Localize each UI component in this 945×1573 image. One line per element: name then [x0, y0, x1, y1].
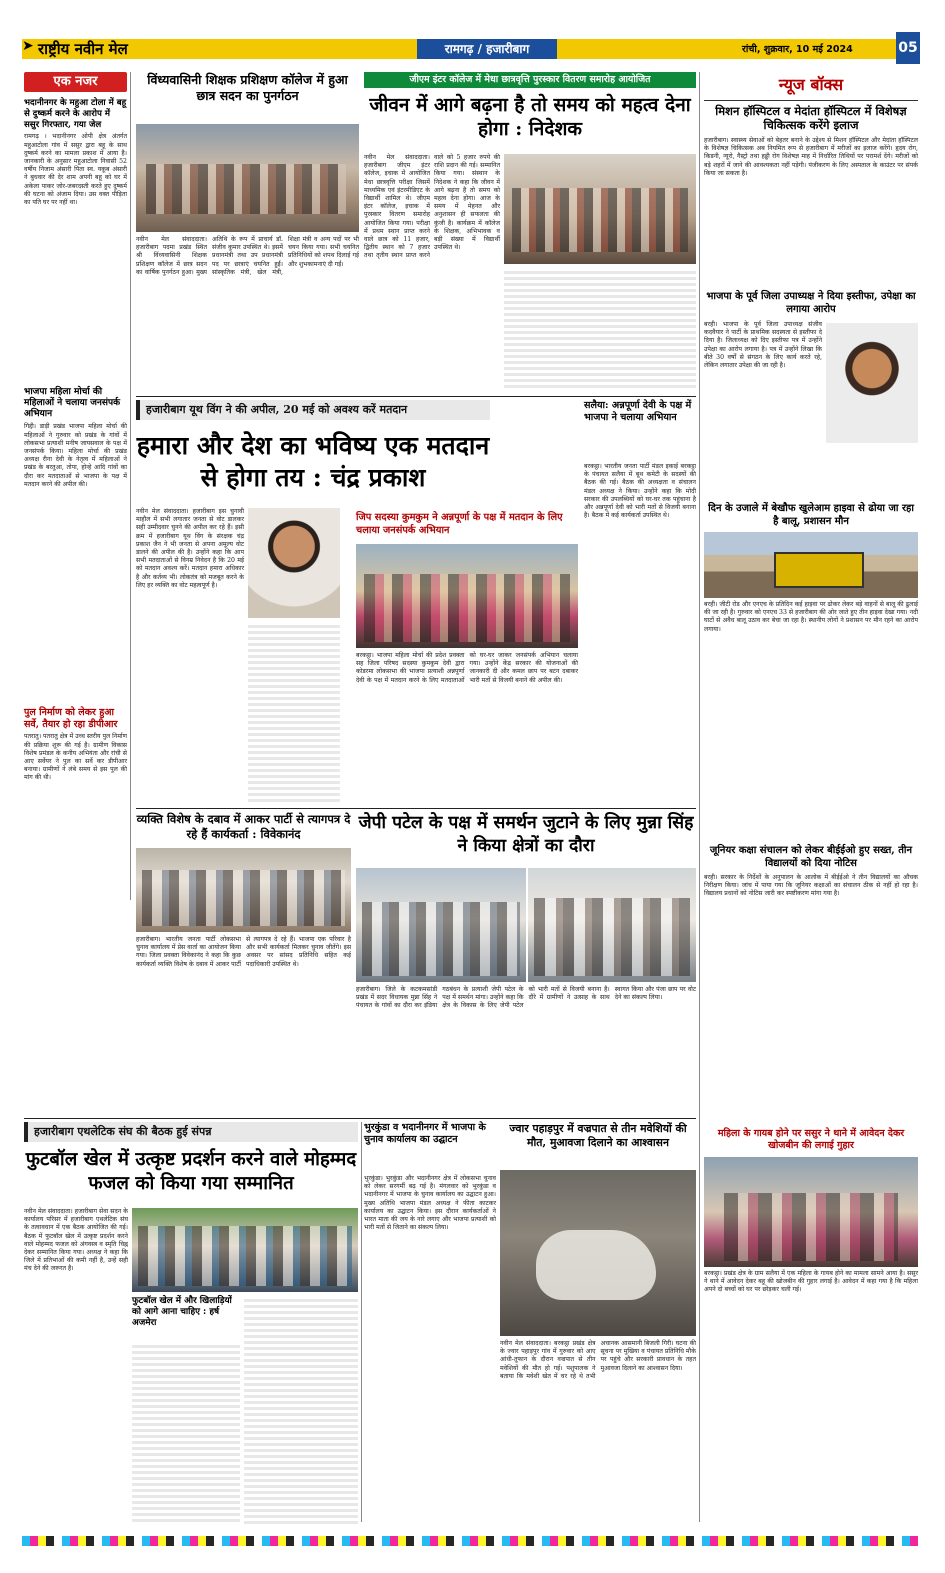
youth-wing-body-cont	[248, 622, 340, 802]
ek-nazar-column	[24, 72, 127, 902]
vivek-body: हजारीबाग। भारतीय जनता पार्टी लोकसभा चुनाव कार्यालय में प्रेस वार्ता का आयोजन किया गया। जिला प्रवक्ता विवेकानंद ने कहा कि कुछ कार्यकर्ता व्यक्ति विशेष के दबाव में आकर पार्टी से त्यागपत्र दे रहे हैं। भाजपा एक परिवार है और सभी कार्यकर्ता मिलकर चुनाव जीतेंगे। इस अवसर पर सांसद प्रतिनिधि सहित कई पदाधिकारी उपस्थित थे।	[136, 936, 353, 968]
jp-patel-body: हजारीबाग। जिले के कटकमसांडी प्रखंड में सदर विधायक मुन्ना सिंह ने पंचायत के गांवों का दौरा कर इंडिया गठबंधन के प्रत्याशी जेपी पटेल के पक्ष में समर्थन मांगा। उन्होंने कहा कि क्षेत्र के विकास के लिए जेपी पटेल को भारी मतों से विजयी बनाना है। दौरे में ग्रामीणों ने उत्साह के साथ स्वागत किया और पंजा छाप पर वोट देने का संकल्प लिया।	[356, 986, 698, 1010]
vajrapat-story	[500, 1122, 696, 1526]
footer-color-bar	[22, 1536, 918, 1546]
news-s1-body: हजारीबाग। स्वास्थ्य सेवाओं को बेहतर बनाने के उद्देश्य से मिशन हॉस्पिटल और मेदांता हॉस्पिटल के विशेषज्ञ चिकित्सक अब नियमित रूप से हजारीबाग में मरीजों का इलाज करेंगे। हृदय रोग, किडनी, न्यूरो, गैस्ट्रो तथा हड्डी रोग विशेषज्ञ माह में निर्धारित तिथियों पर परामर्श देंगे। मरीजों को बड़े शहरों में जाने की आवश्यकता नहीं पड़ेगी। पंजीकरण के लिए अस्पताल के काउंटर पर संपर्क किया जा सकता है।	[704, 137, 920, 177]
news-s2-portrait	[826, 323, 918, 443]
salaiya-body: बरकट्ठा। भारतीय जनता पार्टी मंडल इकाई बरकट्ठा के पंचायत सलैया में बूथ कमेटी के सदस्यों की बैठक की गई। बैठक की अध्यक्षता व संचालन मंडल अध्यक्ष ने किया। उन्होंने कहा कि मोदी सरकार की उपलब्धियों को घर-घर तक पहुंचाना है और अन्नपूर्णा देवी को भारी मतों से विजयी बनाना है। बैठक में कई कार्यकर्ता उपस्थित थे।	[584, 463, 698, 520]
ek-nazar-story-3-body: पतरातु। पतरातु क्षेत्र में उच्च स्तरीय पुल निर्माण की प्रक्रिया शुरू की गई है। ग्रामीण विकास विशेष प्रमंडल के कनीय अभियंता और रांची से आए सर्वेयर ने पुल का सर्वे कर डीपीआर बनाया। ग्रामीणों ने लंबे समय से इस पुल की मांग की थी।	[24, 733, 129, 782]
vindhya-photo	[136, 124, 359, 232]
photo-people-row	[364, 574, 570, 642]
youth-wing-portrait	[248, 508, 340, 618]
photo-people-row	[362, 902, 520, 976]
column-rule	[699, 72, 700, 1522]
divider	[136, 808, 696, 809]
jp-patel-photo-1	[356, 868, 526, 982]
vajrapat-headline: ज्वार पहाड़पुर में वज्रपात से तीन मवेशियों की मौत, मुआवजा दिलाने का आश्वासन	[509, 1122, 687, 1149]
news-s3-body: बरही। जीटी रोड और एनएच के प्रतिदिन कई हाइवा पर ढोकर लेकर बड़े वाहनों से बालू की ढुलाई की जा रही है। गुरुवार को एनएच 33 से हजारीबाग की ओर जाते हुए तीन हाइवा देखा गया। नदी घाटों से अवैध बालू उठाव कर बेचा जा रहा है। स्थानीय लोगों ने प्रशासन पर मौन रहने का आरोप लगाया।	[704, 601, 920, 633]
youth-wing-banner: हजारीबाग यूथ विंग ने की अपील, 20 मई को अवश्य करें मतदान	[136, 400, 490, 420]
jp-patel-story	[356, 812, 696, 1112]
photo-people-row	[512, 188, 688, 252]
bhurkunda-story	[364, 1122, 496, 1526]
kumkum-headline: जिप सदस्या कुमकुम ने अन्नपूर्णा के पक्ष में मतदान के लिए चलाया जनसंपर्क अभियान	[356, 512, 563, 536]
photo-people-row	[724, 1193, 898, 1261]
news-s4-body: बरही। सरकार के निर्देशों के अनुपालन के आलोक में बीईईओ ने तीन विद्यालयों का औचक निरीक्षण किया। जांच में पाया गया कि जूनियर कक्षाओं का संचालन ठीक से नहीं हो रहा है। विद्यालय प्रधानों को नोटिस जारी कर स्पष्टीकरण मांगा गया है।	[704, 874, 920, 898]
column-rule	[130, 72, 131, 900]
section-label: रामगढ़ / हजारीबाग	[417, 39, 557, 59]
ek-nazar-story-2-head: भाजपा महिला मोर्चा की महिलाओं ने चलाया जनसंपर्क अभियान	[24, 387, 120, 420]
vindhya-story	[136, 72, 359, 392]
jiem-banner: जीएम इंटर कॉलेज में मेधा छात्रवृत्ति पुरस्कार वितरण समारोह आयोजित	[364, 72, 696, 88]
news-s5-photo	[704, 1157, 918, 1267]
bhurkunda-headline: भुरकुंडा व भदानीनगर में भाजपा के चुनाव कार्यालय का उद्घाटन	[364, 1122, 486, 1145]
ek-nazar-story-1-body: रामगढ़ । भदानीनगर ओपी क्षेत्र अंतर्गत महुआटोला गांव में ससुर द्वारा बहू के साथ दुष्कर्म करने का मामला प्रकाश में आया है। जानकारी के अनुसार महुआटोला निवासी 52 वर्षीय निजाम अंसारी पिता स्व. यकूब अंसारी ने बुधवार की देर शाम अपनी बहू को घर में अकेला पाकर जोर-जबरदस्ती करते हुए दुष्कर्म की घटना को अंजाम दिया। उस वक्त पीड़िता का पति घर पर नहीं था।	[24, 133, 129, 207]
athletic-story	[24, 1122, 358, 1526]
divider	[136, 396, 696, 397]
athletic-body: नवीन मेल संवाददाता। हजारीबाग सेवा सदन के कार्यालय परिसर में हजारीबाग एथलेटिक संघ के तत्वावधान में एक बैठक आयोजित की गई। बैठक में फुटबॉल खेल में उत्कृष्ट प्रदर्शन करने वाले मोहम्मद फजल को अंगवस्त्र व स्मृति चिह्न देकर सम्मानित किया गया। अध्यक्ष ने कहा कि जिले में प्रतिभाओं की कमी नहीं है, उन्हें सही मंच देने की जरूरत है।	[24, 1208, 130, 1273]
athletic-quote: फुटबॉल खेल में और खिलाड़ियों को आगे आना चाहिए : हर्ष अजमेरा	[132, 1296, 232, 1328]
column-rule	[361, 1122, 362, 1522]
youth-wing-headline: हमारा और देश का भविष्य एक मतदान से होगा तय : चंद्र प्रकाश	[136, 431, 490, 492]
photo-people-row	[534, 898, 690, 976]
athletic-banner: हजारीबाग एथलेटिक संघ की बैठक हुई संपन्न	[24, 1122, 358, 1142]
photo-people-row	[138, 1226, 352, 1286]
news-s3-photo	[704, 532, 918, 598]
news-s5-body: बरकट्ठा। प्रखंड क्षेत्र के ग्राम सलैया में एक महिला के गायब होने का मामला सामने आया है। ससुर ने थाने में आवेदन देकर बहू की खोजबीन की गुहार लगाई है। आवेदन में कहा गया है कि महिला अपने दो बच्चों को घर पर छोड़कर चली गई।	[704, 1270, 920, 1294]
kumkum-story	[356, 512, 578, 808]
salaiya-story	[584, 400, 696, 804]
divider	[24, 1118, 696, 1119]
athletic-photo	[132, 1208, 358, 1292]
news-s3-head: दिन के उजाले में बेखौफ खुलेआम हाइवा से ढोया जा रहा है बालू, प्रशासन मौन	[708, 503, 914, 527]
news-s2-wrap	[704, 321, 918, 497]
salaiya-headline: सलैया: अन्नपूर्णा देवी के पक्ष में भाजपा ने चलाया अभियान	[584, 400, 692, 423]
jiem-story	[364, 72, 696, 392]
photo-truck	[774, 552, 864, 588]
jiem-body: नवीन मेल संवाददाता। हजारीबाग जीएम इंटर कॉलेज, इचाक में आयोजित मेधा छात्रवृत्ति परीक्षा जिसमें माध्यमिक एवं इंटरमीडिएट के विद्यार्थी शामिल थे। जीएम इंटर कॉलेज, इचाक में पुरस्कार वितरण समारोह आयोजित किया गया। परीक्षा में प्रथम स्थान प्राप्त करने वाले छात्र को 11 हजार, द्वितीय स्थान को 7 हजार तथा तृतीय स्थान प्राप्त करने वाले को 5 हजार रुपये की राशि प्रदान की गई। सम्मानित किया गया। संस्थान के निदेशक ने कहा कि जीवन में आगे बढ़ना है तो समय को महत्व देना होगा। आज के समय में मेहनत और अनुशासन ही सफलता की कुंजी है। कार्यक्रम में कॉलेज के शिक्षक, अभिभावक व बड़ी संख्या में विद्यार्थी उपस्थित थे।	[364, 154, 502, 260]
page-number: 05	[896, 32, 920, 64]
news-s5-head: महिला के गायब होने पर ससुर ने थाने में आवेदन देकर खोजबीन की लगाई गुहार	[717, 1128, 905, 1151]
masthead	[22, 30, 918, 66]
athletic-body-cont	[132, 1342, 240, 1524]
ek-nazar-label: एक नजर	[24, 72, 127, 92]
athletic-body-cont-2	[244, 1296, 358, 1524]
photo-animal	[536, 1230, 656, 1300]
vivek-story	[136, 812, 351, 1112]
dateline: रांची, शुक्रवार, 10 मई 2024	[742, 44, 853, 55]
news-s2-body: बरही। भाजपा के पूर्व जिला उपाध्यक्ष संजीव कदवैयार ने पार्टी के प्राथमिक सदस्यता से इस्तीफा दे दिया है। जिलाध्यक्ष को दिए इस्तीफा पत्र में उन्होंने उपेक्षा का आरोप लगाया है। पत्र में उन्होंने लिखा कि बीते 30 वर्षों से संगठन के लिए कार्य करते रहे, लेकिन लगातार उपेक्षा की जा रही है।	[704, 321, 824, 370]
news-s1-head: मिशन हॉस्पिटल व मेदांता हॉस्पिटल में विशेषज्ञ चिकित्सक करेंगे इलाज	[715, 104, 907, 132]
ek-nazar-story-1-head: भदानीनगर के महुआ टोला में बहू से दुष्कर्म करने के आरोप में ससुर गिरफ्तार, गया जेल	[24, 98, 127, 130]
youth-wing-body: नवीन मेल संवाददाता। हजारीबाग इस चुनावी माहौल में सभी लगातार जनता से वोट डालकर सही उम्मीदवार चुनने की अपील कर रहे हैं। इसी क्रम में हजारीबाग यूथ विंग के संरक्षक चंद्र प्रकाश जैन ने भी जनता से अपना अमूल्य वोट डालने की अपील की है। उन्होंने कहा कि आप सभी मतदाताओं से विनम्र निवेदन है कि 20 मई को मतदान अवश्य करें। मतदान हमारा अधिकार है और कर्तव्य भी। लोकतंत्र को मजबूत करने के लिए हर व्यक्ति का वोट महत्वपूर्ण है।	[136, 508, 246, 589]
vajrapat-body: नवीन मेल संवाददाता। बरकट्ठा प्रखंड क्षेत्र के ज्वार पहाड़पुर गांव में गुरुवार को आए आंधी-तूफान के दौरान वज्रपात से तीन मवेशियों की मौत हो गई। पशुपालक ने बताया कि मवेशी खेत में चर रहे थे तभी अचानक आसमानी बिजली गिरी। घटना की सूचना पर मुखिया व पंचायत प्रतिनिधि मौके पर पहुंचे और सरकारी प्रावधान के तहत मुआवजा दिलाने का आश्वासन दिया।	[500, 1340, 698, 1380]
athletic-headline: फुटबॉल खेल में उत्कृष्ट प्रदर्शन करने वाले मोहम्मद फजल को किया गया सम्मानित	[25, 1149, 357, 1194]
photo-people-row	[142, 870, 345, 926]
jp-patel-headline: जेपी पटेल के पक्ष में समर्थन जुटाने के लिए मुन्ना सिंह ने किया क्षेत्रों का दौरा	[358, 813, 694, 856]
news-box-label-text: न्यूज बॉक्स	[778, 75, 844, 94]
jiem-body-cont	[504, 268, 696, 390]
vindhya-headline: विंध्यवासिनी शिक्षक प्रशिक्षण कॉलेज में हुआ छात्र सदन का पुनर्गठन	[147, 72, 348, 103]
news-s2-head: भाजपा के पूर्व जिला उपाध्यक्ष ने दिया इस्तीफा, उपेक्षा का लगाया आरोप	[706, 291, 916, 315]
vajrapat-photo	[500, 1170, 696, 1336]
kumkum-photo	[356, 544, 578, 648]
bhurkunda-body: भुरकुंडा। भुरकुंडा और भदानीनगर क्षेत्र में लोकसभा चुनाव को लेकर सरगर्मी बढ़ गई है। मंगलवार को भुरकुंडा व भदानीनगर में भाजपा के चुनाव कार्यालय का उद्घाटन हुआ। मुख्य अतिथि भाजपा मंडल अध्यक्ष ने फीता काटकर कार्यालय का उद्घाटन किया। इस दौरान कार्यकर्ताओं ने भारत माता की जय के नारे लगाए और भाजपा प्रत्याशी को भारी मतों से जिताने का संकल्प लिया।	[364, 1175, 498, 1232]
vivek-headline: व्यक्ति विशेष के दबाव में आकर पार्टी से त्यागपत्र दे रहे हैं कार्यकर्ता : विवेकानंद	[136, 812, 351, 841]
kumkum-body: बरकट्ठा। भाजपा महिला मोर्चा की प्रदेश प्रवक्ता सह जिला परिषद सदस्या कुमकुम देवी द्वारा कोडरमा लोकसभा की भाजपा प्रत्याशी अन्नपूर्णा देवी के पक्ष में मतदान करने के लिए मतदाताओं को घर-घर जाकर जनसंपर्क अभियान चलाया गया। उन्होंने केंद्र सरकार की योजनाओं की जानकारी दी और कमल छाप पर बटन दबाकर भारी मतों से विजयी बनाने की अपील की।	[356, 652, 580, 684]
vindhya-body: नवीन मेल संवाददाता। हजारीबाग पदमा प्रखंड स्थित श्री विंध्यवासिनी शिक्षक प्रशिक्षण कॉलेज में छात्र सदन का वार्षिक पुनर्गठन हुआ। मुख्य अतिथि के रूप में प्राचार्य डॉ. संजीव कुमार उपस्थित थे। इसमें प्रधानमंत्री तथा उप प्रधानमंत्री पद पर छात्राएं चयनित हुईं। सांस्कृतिक मंत्री, खेल मंत्री, शिक्षा मंत्री व अन्य पदों पर भी चयन किया गया। सभी चयनित प्रतिनिधियों को शपथ दिलाई गई और शुभकामनाएं दी गईं।	[136, 236, 361, 276]
jiem-headline: जीवन में आगे बढ़ना है तो समय को महत्व देना होगा : निदेशक	[369, 94, 691, 140]
divider	[704, 100, 918, 101]
vivek-photo	[136, 848, 351, 932]
news-box-column	[704, 72, 918, 1524]
paper-logo	[22, 36, 172, 62]
news-box-label	[704, 72, 918, 98]
ek-nazar-story-3-head: पुल निर्माण को लेकर हुआ सर्वे, तैयार हो रहा डीपीआर	[24, 707, 118, 730]
paper-name: राष्ट्रीय नवीन मेल	[38, 40, 128, 58]
logo-mark-icon: ➤	[22, 38, 34, 54]
jiem-photo	[504, 154, 696, 264]
jp-patel-photo-2	[528, 868, 696, 982]
ek-nazar-story-2-body: गिद्दी। डाड़ी प्रखंड भाजपा महिला मोर्चा की महिलाओं ने गुरुवार को प्रखंड के गांवों में लोकसभा प्रत्याशी मनीष जायसवाल के पक्ष में जनसंपर्क किया। महिला मोर्चा की प्रखंड अध्यक्ष रीना देवी के नेतृत्व में महिलाओं ने प्रखंड के बरतुआ, तोपा, होन्हे आदि गांवों का दौरा कर मतदाताओं से भाजपा के पक्ष में मतदान करने की अपील की।	[24, 423, 129, 488]
news-s4-head: जूनियर कक्षा संचालन को लेकर बीईईओ हुए सख्त, तीन विद्यालयों को दिया नोटिस	[709, 845, 913, 869]
photo-people-row	[146, 164, 346, 214]
